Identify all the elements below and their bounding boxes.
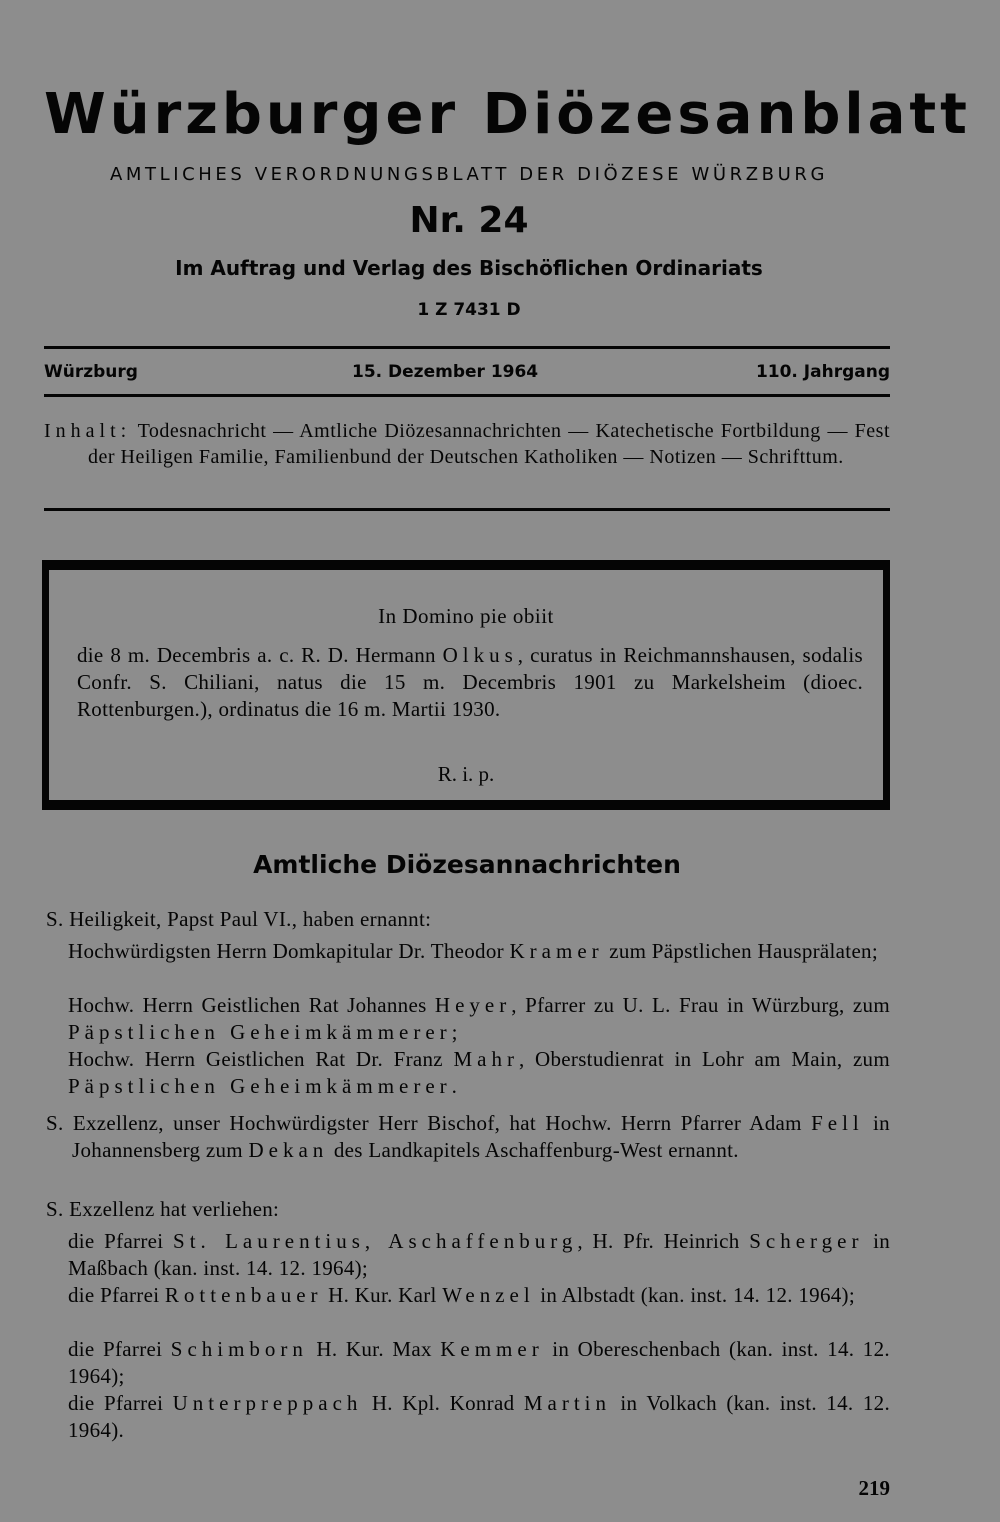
parish-name: Unterpreppach	[172, 1391, 363, 1415]
parishes-intro: S. Exzellenz hat verliehen:	[46, 1197, 280, 1221]
dateline	[44, 362, 890, 386]
parish-name: St. Laurentius, Aschaffenburg	[173, 1229, 578, 1253]
appointee-name: Fell	[811, 1111, 864, 1135]
priest-name: Kemmer	[440, 1337, 544, 1361]
dateline-place: Würzburg	[44, 362, 138, 382]
dean-appointment: S. Exzellenz, unser Hochwürdigster Herr Bischof, hat Hochw. Herrn Pfarrer Adam Fell in Johannensberg zum Dekan des Landkapitels Aschaffenburg-West ernannt.	[46, 1111, 890, 1162]
office-title: Dekan	[248, 1138, 329, 1162]
parish-item: die Pfarrei St. Laurentius, Aschaffenburg, H. Pfr. Heinrich Scherger in Maßbach (kan. inst. 14. 12. 1964);	[68, 1229, 891, 1280]
dateline-volume: 110. Jahrgang	[755, 362, 890, 382]
section-title: Amtliche Diözesannachrichten	[253, 850, 681, 879]
appointee-name: Kramer	[509, 939, 604, 963]
masthead-title: Würzburger Diözesanblatt	[44, 82, 971, 147]
obituary-heading: In Domino pie obiit	[378, 604, 554, 628]
priest-name: Scherger	[749, 1229, 864, 1253]
honorary-title: Päpstlichen Geheimkämmerer	[68, 1074, 452, 1098]
contents-label: Inhalt:	[44, 420, 132, 442]
masthead-subtitle: AMTLICHES VERORDNUNGSBLATT DER DIÖZESE WÜRZBURG	[109, 164, 829, 185]
dateline-rule	[44, 394, 890, 397]
appointee-name: Heyer	[434, 993, 512, 1017]
contents-rule	[44, 508, 890, 511]
parish-name: Rottenbauer	[164, 1283, 323, 1307]
papal-item: Hochw. Herrn Geistlichen Rat Johannes Heyer, Pfarrer zu U. L. Frau in Würzburg, zum Päpstlichen Geheimkämmerer;	[68, 993, 890, 1044]
postal-code: 1 Z 7431 D	[417, 300, 521, 320]
parish-item: die Pfarrei Unterpreppach H. Kpl. Konrad Martin in Volkach (kan. inst. 14. 12. 1964).	[68, 1391, 890, 1442]
top-rule	[44, 346, 890, 349]
issue-number: Nr. 24	[409, 200, 529, 241]
priest-name: Martin	[523, 1391, 611, 1415]
parish-name: Schimborn	[170, 1337, 308, 1361]
table-of-contents	[44, 418, 890, 470]
deceased-name: Olkus	[442, 643, 518, 667]
parish-item: die Pfarrei Schimborn H. Kur. Max Kemmer in Obereschenbach (kan. inst. 14. 12. 1964);	[68, 1337, 890, 1388]
page-number: 219	[858, 1476, 890, 1500]
dateline-date: 15. Dezember 1964	[352, 362, 539, 382]
publisher-line: Im Auftrag und Verlag des Bischöflichen Ordinariats	[175, 256, 763, 280]
contents-text: Todesnachricht — Amtliche Diözesannachrichten — Katechetische Fortbildung — Fest der Heiligen Familie, Familienbund der Deutschen Katholiken — Notizen — Schrifttum.	[88, 420, 890, 468]
honorary-title: Päpstlichen Geheimkämmerer	[68, 1020, 452, 1044]
obituary-box	[42, 560, 890, 810]
priest-name: Wenzel	[442, 1283, 535, 1307]
appointee-name: Mahr	[453, 1047, 519, 1071]
obituary-text: die 8 m. Decembris a. c. R. D. Hermann Olkus, curatus in Reichmannshausen, sodalis Confr. S. Chiliani, natus die 15 m. Decembris 1901 zu Markelsheim (dioec. Rottenburgen.), ordinatus die 16 m. Martii 1930.	[77, 643, 863, 721]
papal-item: Hochw. Herrn Geistlichen Rat Dr. Franz Mahr, Oberstudienrat in Lohr am Main, zum Päpstlichen Geheimkämmerer.	[68, 1047, 890, 1098]
papal-intro: S. Heiligkeit, Papst Paul VI., haben ernannt:	[46, 907, 432, 931]
papal-item: Hochwürdigsten Herrn Domkapitular Dr. Theodor Kramer zum Päpstlichen Hausprälaten;	[68, 939, 878, 963]
obituary-closing: R. i. p.	[437, 762, 495, 786]
parish-item: die Pfarrei Rottenbauer H. Kur. Karl Wenzel in Albstadt (kan. inst. 14. 12. 1964);	[68, 1283, 855, 1307]
